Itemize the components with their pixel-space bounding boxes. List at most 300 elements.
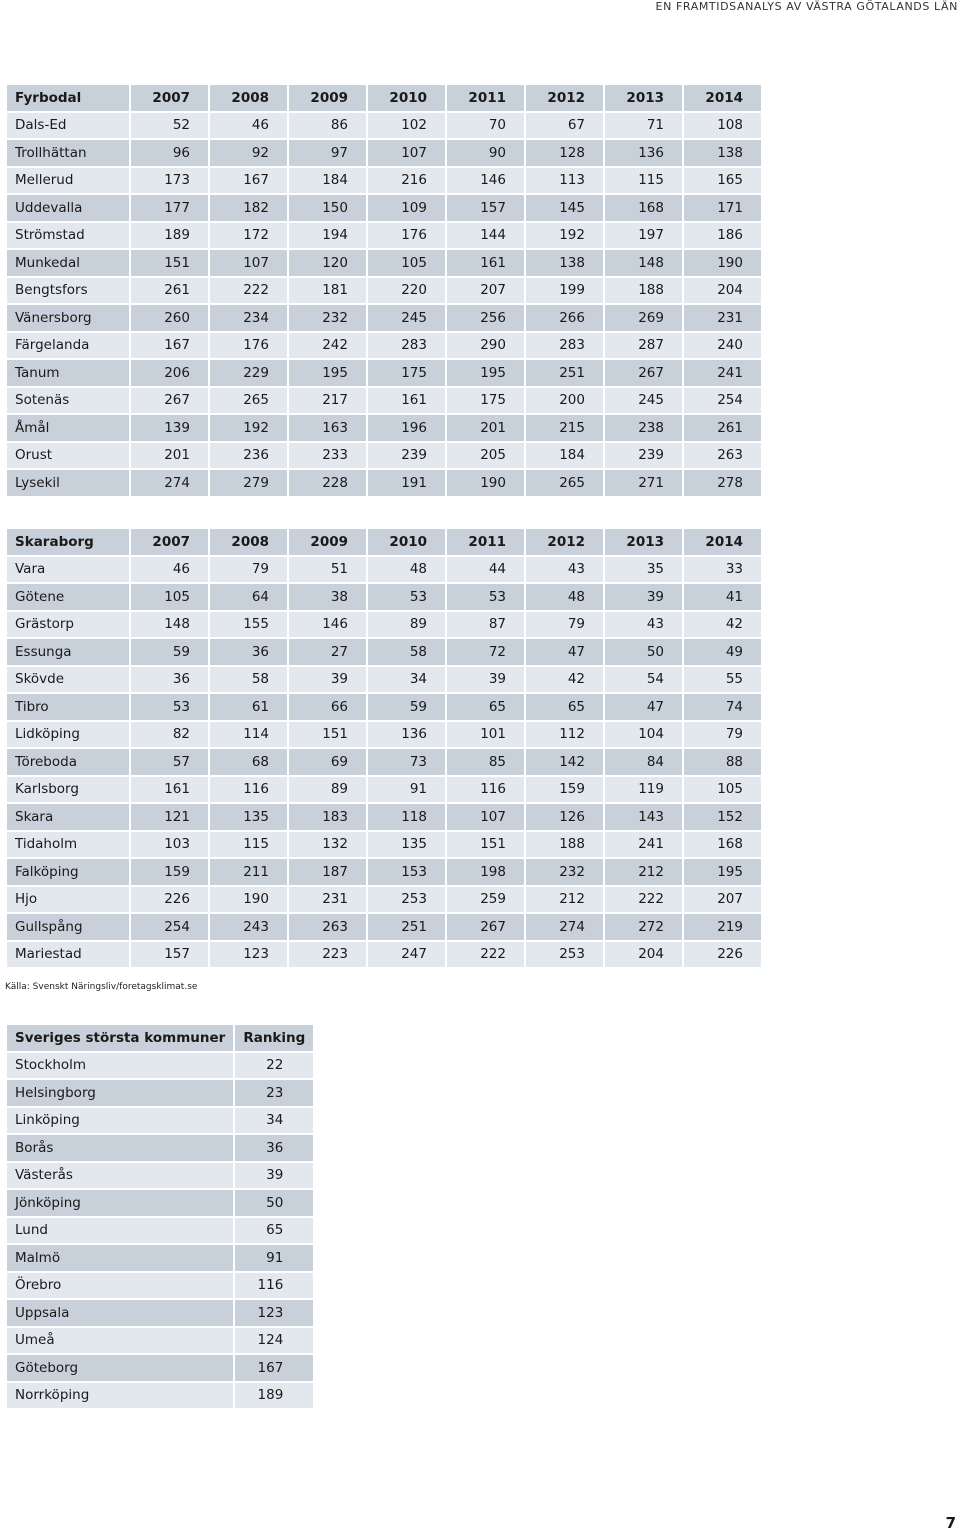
ranking-cell: 254 <box>131 914 208 940</box>
ranking-cell: 146 <box>447 168 524 194</box>
year-header: 2011 <box>447 85 524 111</box>
table-row <box>7 1300 313 1326</box>
ranking-cell: 34 <box>235 1108 313 1134</box>
ranking-cell: 259 <box>447 887 524 913</box>
ranking-cell: 242 <box>289 333 366 359</box>
year-header: 2007 <box>131 529 208 555</box>
ranking-cell: 175 <box>447 388 524 414</box>
ranking-cell: 53 <box>131 694 208 720</box>
table-row <box>7 140 761 166</box>
municipality-name: Götene <box>7 584 129 610</box>
ranking-cell: 198 <box>447 859 524 885</box>
table-row <box>7 195 761 221</box>
ranking-cell: 152 <box>684 804 761 830</box>
ranking-cell: 231 <box>684 305 761 331</box>
ranking-cell: 39 <box>447 667 524 693</box>
ranking-cell: 228 <box>289 470 366 496</box>
municipality-name: Uppsala <box>7 1300 233 1326</box>
table-row <box>7 1328 313 1354</box>
ranking-cell: 243 <box>210 914 287 940</box>
ranking-cell: 266 <box>526 305 603 331</box>
ranking-cell: 121 <box>131 804 208 830</box>
ranking-cell: 58 <box>368 639 445 665</box>
table-row <box>7 612 761 638</box>
table-row <box>7 859 761 885</box>
ranking-cell: 241 <box>684 360 761 386</box>
ranking-cell: 57 <box>131 749 208 775</box>
municipality-name: Falköping <box>7 859 129 885</box>
ranking-cell: 105 <box>131 584 208 610</box>
ranking-cell: 274 <box>131 470 208 496</box>
municipality-name: Karlsborg <box>7 777 129 803</box>
ranking-cell: 119 <box>605 777 682 803</box>
ranking-cell: 39 <box>235 1163 313 1189</box>
ranking-cell: 70 <box>447 113 524 139</box>
ranking-cell: 48 <box>368 557 445 583</box>
ranking-cell: 188 <box>526 832 603 858</box>
ranking-cell: 85 <box>447 749 524 775</box>
ranking-cell: 135 <box>210 804 287 830</box>
table-row <box>7 333 761 359</box>
ranking-cell: 199 <box>526 278 603 304</box>
ranking-cell: 49 <box>684 639 761 665</box>
ranking-cell: 44 <box>447 557 524 583</box>
ranking-cell: 46 <box>210 113 287 139</box>
year-header: 2013 <box>605 85 682 111</box>
ranking-cell: 222 <box>210 278 287 304</box>
table-row <box>7 360 761 386</box>
municipality-name: Norrköping <box>7 1383 233 1409</box>
table-row <box>7 305 761 331</box>
year-header: 2012 <box>526 529 603 555</box>
ranking-cell: 205 <box>447 443 524 469</box>
ranking-cell: 34 <box>368 667 445 693</box>
ranking-cell: 231 <box>289 887 366 913</box>
municipality-name: Strömstad <box>7 223 129 249</box>
table-row <box>7 250 761 276</box>
ranking-cell: 107 <box>210 250 287 276</box>
ranking-cell: 42 <box>526 667 603 693</box>
ranking-cell: 38 <box>289 584 366 610</box>
ranking-cell: 113 <box>526 168 603 194</box>
municipality-name: Tibro <box>7 694 129 720</box>
municipality-name: Uddevalla <box>7 195 129 221</box>
municipality-name: Stockholm <box>7 1053 233 1079</box>
ranking-cell: 114 <box>210 722 287 748</box>
ranking-cell: 153 <box>368 859 445 885</box>
ranking-cell: 226 <box>131 887 208 913</box>
ranking-cell: 274 <box>526 914 603 940</box>
ranking-cell: 59 <box>131 639 208 665</box>
municipality-name: Vänersborg <box>7 305 129 331</box>
municipality-name: Munkedal <box>7 250 129 276</box>
municipality-name: Tidaholm <box>7 832 129 858</box>
ranking-cell: 53 <box>447 584 524 610</box>
ranking-cell: 263 <box>684 443 761 469</box>
ranking-cell: 245 <box>368 305 445 331</box>
ranking-cell: 73 <box>368 749 445 775</box>
ranking-cell: 54 <box>605 667 682 693</box>
table-row <box>7 415 761 441</box>
ranking-cell: 265 <box>526 470 603 496</box>
ranking-cell: 182 <box>210 195 287 221</box>
ranking-cell: 22 <box>235 1053 313 1079</box>
year-header: 2009 <box>289 529 366 555</box>
municipality-name: Trollhättan <box>7 140 129 166</box>
ranking-cell: 150 <box>289 195 366 221</box>
ranking-cell: 74 <box>684 694 761 720</box>
ranking-cell: 195 <box>289 360 366 386</box>
ranking-cell: 157 <box>447 195 524 221</box>
municipality-name: Mariestad <box>7 942 129 968</box>
ranking-cell: 108 <box>684 113 761 139</box>
year-header: 2008 <box>210 85 287 111</box>
ranking-cell: 126 <box>526 804 603 830</box>
ranking-cell: 41 <box>684 584 761 610</box>
ranking-cell: 251 <box>526 360 603 386</box>
ranking-cell: 48 <box>526 584 603 610</box>
ranking-cell: 136 <box>605 140 682 166</box>
table-row <box>7 1218 313 1244</box>
ranking-cell: 167 <box>235 1355 313 1381</box>
ranking-cell: 97 <box>289 140 366 166</box>
ranking-cell: 86 <box>289 113 366 139</box>
ranking-cell: 90 <box>447 140 524 166</box>
municipality-name: Västerås <box>7 1163 233 1189</box>
ranking-cell: 42 <box>684 612 761 638</box>
ranking-cell: 181 <box>289 278 366 304</box>
ranking-cell: 287 <box>605 333 682 359</box>
ranking-cell: 161 <box>368 388 445 414</box>
table-row <box>7 667 761 693</box>
ranking-cell: 64 <box>210 584 287 610</box>
ranking-cell: 88 <box>684 749 761 775</box>
ranking-cell: 116 <box>447 777 524 803</box>
ranking-cell: 47 <box>526 639 603 665</box>
ranking-cell: 216 <box>368 168 445 194</box>
ranking-cell: 89 <box>368 612 445 638</box>
municipality-name: Bengtsfors <box>7 278 129 304</box>
table-row <box>7 584 761 610</box>
ranking-cell: 265 <box>210 388 287 414</box>
municipality-name: Skara <box>7 804 129 830</box>
table-row <box>7 694 761 720</box>
ranking-cell: 87 <box>447 612 524 638</box>
ranking-cell: 267 <box>131 388 208 414</box>
year-header: 2012 <box>526 85 603 111</box>
year-header: 2007 <box>131 85 208 111</box>
ranking-cell: 184 <box>526 443 603 469</box>
ranking-cell: 145 <box>526 195 603 221</box>
ranking-cell: 151 <box>131 250 208 276</box>
ranking-cell: 50 <box>605 639 682 665</box>
year-header: 2013 <box>605 529 682 555</box>
ranking-cell: 212 <box>526 887 603 913</box>
ranking-cell: 272 <box>605 914 682 940</box>
table-row <box>7 388 761 414</box>
table-row <box>7 1108 313 1134</box>
municipality-name: Tanum <box>7 360 129 386</box>
table-row <box>7 1080 313 1106</box>
ranking-cell: 128 <box>526 140 603 166</box>
municipality-name: Dals-Ed <box>7 113 129 139</box>
page-number: 7 <box>945 1514 956 1532</box>
municipality-name: Sotenäs <box>7 388 129 414</box>
ranking-cell: 251 <box>368 914 445 940</box>
ranking-cell: 207 <box>684 887 761 913</box>
ranking-cell: 39 <box>605 584 682 610</box>
table-row <box>7 777 761 803</box>
municipality-name: Umeå <box>7 1328 233 1354</box>
ranking-cell: 173 <box>131 168 208 194</box>
ranking-cell: 175 <box>368 360 445 386</box>
ranking-cell: 183 <box>289 804 366 830</box>
ranking-cell: 161 <box>131 777 208 803</box>
ranking-cell: 68 <box>210 749 287 775</box>
ranking-cell: 204 <box>605 942 682 968</box>
ranking-header: Ranking <box>235 1025 313 1051</box>
ranking-cell: 195 <box>684 859 761 885</box>
ranking-cell: 263 <box>289 914 366 940</box>
ranking-cell: 47 <box>605 694 682 720</box>
ranking-cell: 283 <box>526 333 603 359</box>
table-row <box>7 443 761 469</box>
ranking-cell: 226 <box>684 942 761 968</box>
ranking-cell: 124 <box>235 1328 313 1354</box>
ranking-cell: 50 <box>235 1190 313 1216</box>
ranking-cell: 135 <box>368 832 445 858</box>
ranking-cell: 79 <box>684 722 761 748</box>
ranking-cell: 190 <box>210 887 287 913</box>
ranking-cell: 253 <box>526 942 603 968</box>
municipality-name: Essunga <box>7 639 129 665</box>
municipality-name: Lund <box>7 1218 233 1244</box>
ranking-cell: 211 <box>210 859 287 885</box>
ranking-cell: 36 <box>210 639 287 665</box>
ranking-cell: 23 <box>235 1080 313 1106</box>
ranking-cell: 139 <box>131 415 208 441</box>
ranking-cell: 192 <box>526 223 603 249</box>
ranking-cell: 33 <box>684 557 761 583</box>
ranking-cell: 55 <box>684 667 761 693</box>
ranking-cell: 120 <box>289 250 366 276</box>
ranking-cell: 184 <box>289 168 366 194</box>
ranking-cell: 176 <box>368 223 445 249</box>
ranking-cell: 58 <box>210 667 287 693</box>
ranking-cell: 290 <box>447 333 524 359</box>
ranking-cell: 201 <box>447 415 524 441</box>
ranking-cell: 138 <box>526 250 603 276</box>
ranking-cell: 278 <box>684 470 761 496</box>
year-header: 2014 <box>684 85 761 111</box>
ranking-cell: 96 <box>131 140 208 166</box>
ranking-cell: 254 <box>684 388 761 414</box>
ranking-cell: 69 <box>289 749 366 775</box>
ranking-cell: 161 <box>447 250 524 276</box>
ranking-cell: 105 <box>368 250 445 276</box>
ranking-cell: 151 <box>447 832 524 858</box>
ranking-cell: 217 <box>289 388 366 414</box>
municipality-name: Göteborg <box>7 1355 233 1381</box>
ranking-cell: 204 <box>684 278 761 304</box>
ranking-cell: 157 <box>131 942 208 968</box>
ranking-cell: 151 <box>289 722 366 748</box>
ranking-cell: 247 <box>368 942 445 968</box>
ranking-cell: 215 <box>526 415 603 441</box>
ranking-cell: 123 <box>210 942 287 968</box>
ranking-cell: 260 <box>131 305 208 331</box>
municipality-name: Töreboda <box>7 749 129 775</box>
ranking-cell: 229 <box>210 360 287 386</box>
ranking-cell: 192 <box>210 415 287 441</box>
ranking-cell: 186 <box>684 223 761 249</box>
ranking-cell: 233 <box>289 443 366 469</box>
ranking-cell: 36 <box>131 667 208 693</box>
ranking-cell: 177 <box>131 195 208 221</box>
ranking-cell: 66 <box>289 694 366 720</box>
ranking-cell: 36 <box>235 1135 313 1161</box>
ranking-cell: 79 <box>526 612 603 638</box>
ranking-cell: 104 <box>605 722 682 748</box>
ranking-cell: 283 <box>368 333 445 359</box>
ranking-cell: 279 <box>210 470 287 496</box>
table-row <box>7 470 761 496</box>
table-row <box>7 804 761 830</box>
ranking-cell: 165 <box>684 168 761 194</box>
ranking-cell: 271 <box>605 470 682 496</box>
ranking-cell: 59 <box>368 694 445 720</box>
year-header: 2010 <box>368 85 445 111</box>
table-row <box>7 1383 313 1409</box>
ranking-cell: 222 <box>605 887 682 913</box>
ranking-cell: 200 <box>526 388 603 414</box>
ranking-cell: 239 <box>368 443 445 469</box>
ranking-cell: 107 <box>368 140 445 166</box>
municipality-name: Linköping <box>7 1108 233 1134</box>
table-row <box>7 942 761 968</box>
ranking-cell: 256 <box>447 305 524 331</box>
ranking-cell: 167 <box>210 168 287 194</box>
ranking-cell: 172 <box>210 223 287 249</box>
ranking-cell: 51 <box>289 557 366 583</box>
table-row <box>7 1273 313 1299</box>
ranking-cell: 261 <box>131 278 208 304</box>
ranking-cell: 240 <box>684 333 761 359</box>
ranking-cell: 116 <box>210 777 287 803</box>
ranking-cell: 171 <box>684 195 761 221</box>
ranking-cell: 168 <box>605 195 682 221</box>
ranking-cell: 115 <box>210 832 287 858</box>
table-header-row <box>7 1025 313 1051</box>
ranking-cell: 253 <box>368 887 445 913</box>
ranking-cell: 191 <box>368 470 445 496</box>
ranking-cell: 115 <box>605 168 682 194</box>
table-row <box>7 887 761 913</box>
municipality-name: Helsingborg <box>7 1080 233 1106</box>
ranking-cell: 223 <box>289 942 366 968</box>
ranking-cell: 187 <box>289 859 366 885</box>
ranking-cell: 91 <box>235 1245 313 1271</box>
ranking-cell: 35 <box>605 557 682 583</box>
ranking-cell: 132 <box>289 832 366 858</box>
ranking-cell: 245 <box>605 388 682 414</box>
ranking-cell: 116 <box>235 1273 313 1299</box>
table-row <box>7 1190 313 1216</box>
ranking-cell: 269 <box>605 305 682 331</box>
ranking-cell: 232 <box>526 859 603 885</box>
ranking-cell: 102 <box>368 113 445 139</box>
region-header: Fyrbodal <box>7 85 129 111</box>
municipality-name: Orust <box>7 443 129 469</box>
municipality-name: Färgelanda <box>7 333 129 359</box>
ranking-cell: 201 <box>131 443 208 469</box>
year-header: 2008 <box>210 529 287 555</box>
ranking-cell: 136 <box>368 722 445 748</box>
table-row <box>7 557 761 583</box>
year-header: 2014 <box>684 529 761 555</box>
ranking-cell: 67 <box>526 113 603 139</box>
ranking-cell: 79 <box>210 557 287 583</box>
table-row <box>7 722 761 748</box>
municipality-name: Mellerud <box>7 168 129 194</box>
ranking-cell: 188 <box>605 278 682 304</box>
ranking-cell: 46 <box>131 557 208 583</box>
year-header: 2011 <box>447 529 524 555</box>
municipality-name: Lysekil <box>7 470 129 496</box>
ranking-cell: 238 <box>605 415 682 441</box>
ranking-cell: 65 <box>447 694 524 720</box>
ranking-cell: 101 <box>447 722 524 748</box>
ranking-cell: 72 <box>447 639 524 665</box>
ranking-cell: 194 <box>289 223 366 249</box>
ranking-cell: 206 <box>131 360 208 386</box>
municipality-name: Grästorp <box>7 612 129 638</box>
region-header: Skaraborg <box>7 529 129 555</box>
ranking-cell: 168 <box>684 832 761 858</box>
ranking-cell: 190 <box>447 470 524 496</box>
ranking-cell: 207 <box>447 278 524 304</box>
table-row <box>7 1245 313 1271</box>
ranking-cell: 146 <box>289 612 366 638</box>
year-header: 2009 <box>289 85 366 111</box>
ranking-cell: 109 <box>368 195 445 221</box>
ranking-cell: 123 <box>235 1300 313 1326</box>
table-header-row <box>7 529 761 555</box>
table-row <box>7 749 761 775</box>
ranking-cell: 92 <box>210 140 287 166</box>
ranking-cell: 176 <box>210 333 287 359</box>
ranking-cell: 43 <box>526 557 603 583</box>
ranking-cell: 195 <box>447 360 524 386</box>
ranking-cell: 84 <box>605 749 682 775</box>
ranking-cell: 212 <box>605 859 682 885</box>
ranking-cell: 105 <box>684 777 761 803</box>
ranking-cell: 236 <box>210 443 287 469</box>
ranking-cell: 234 <box>210 305 287 331</box>
table-header-row <box>7 85 761 111</box>
ranking-cell: 261 <box>684 415 761 441</box>
municipality-name: Vara <box>7 557 129 583</box>
ranking-cell: 232 <box>289 305 366 331</box>
ranking-cell: 39 <box>289 667 366 693</box>
ranking-cell: 144 <box>447 223 524 249</box>
ranking-cell: 118 <box>368 804 445 830</box>
ranking-cell: 159 <box>131 859 208 885</box>
ranking-cell: 112 <box>526 722 603 748</box>
municipality-name: Gullspång <box>7 914 129 940</box>
ranking-cell: 71 <box>605 113 682 139</box>
ranking-cell: 89 <box>289 777 366 803</box>
